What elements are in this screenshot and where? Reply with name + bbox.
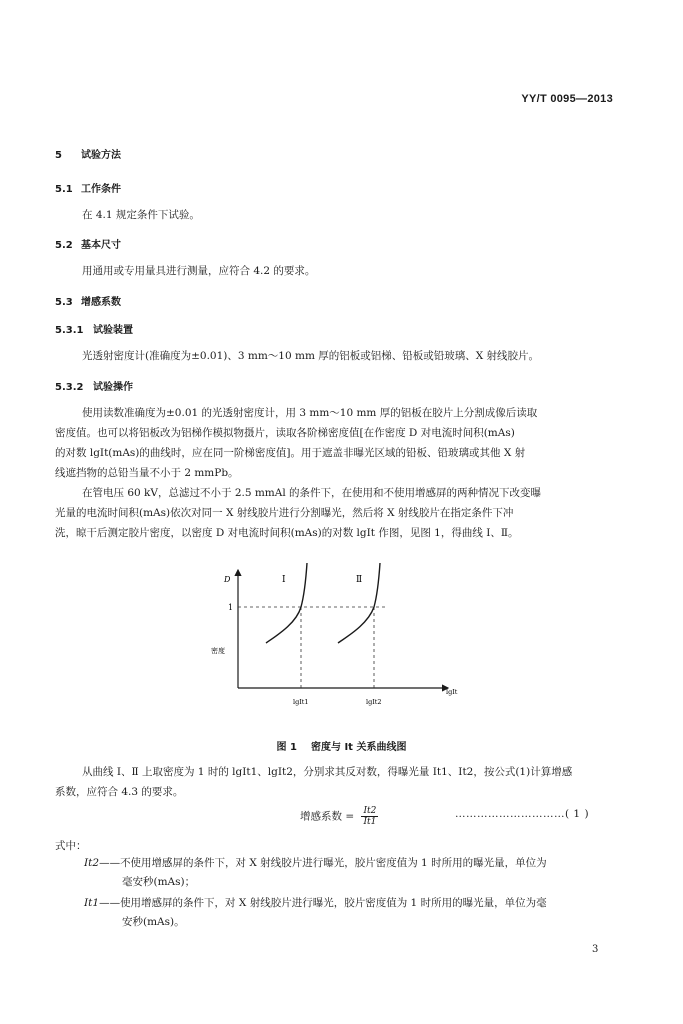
section-number: 5.3.1 — [55, 325, 84, 336]
page-number: 3 — [592, 944, 599, 955]
section-title: 试验操作 — [93, 382, 133, 393]
x-axis-label: lgIt — [446, 688, 458, 696]
paragraph-line: 线遮挡物的总铅当量不小于 2 mmPb。 — [55, 467, 239, 479]
section-number: 5.2 — [55, 240, 73, 251]
formula-fraction — [361, 806, 378, 827]
paragraph-line: 从曲线 Ⅰ、Ⅱ 上取密度为 1 时的 lgIt1、lgIt2，分别求其反对数，得曝光量 It1、It2，按公式(1)计算增感 — [82, 766, 573, 778]
paragraph-line: 使用读数准确度为±0.01 的光透射密度计，用 3 mm～10 mm 厚的铝板在胶片上分割成像后读取 — [82, 407, 538, 419]
x-tick-1: lgIt1 — [293, 698, 309, 706]
formula-denominator: It1 — [363, 817, 377, 827]
section-5-1-body: 在 4.1 规定条件下试验。 — [82, 209, 200, 221]
definition-item — [84, 894, 614, 932]
section-5-3-heading — [55, 293, 121, 308]
paragraph-line: 的对数 lgIt(mAs)的曲线时，应在同一阶梯密度值]。用于遮盖非曝光区域的铅板、铅玻璃或其他 X 射 — [55, 447, 526, 459]
paragraph-line: 密度值。也可以将铝板改为铝梯作模拟物摄片，读取各阶梯密度值[在作密度 D 对电流时间积(mAs) — [55, 427, 515, 439]
procedure-paragraph-1 — [55, 403, 612, 483]
paragraph-line: 系数，应符合 4.3 的要求。 — [55, 786, 184, 798]
definition-term: It1 — [84, 897, 100, 909]
y-axis-symbol: D — [224, 575, 231, 584]
definition-dash: —— — [99, 857, 121, 869]
y-tick-label: 1 — [228, 603, 234, 612]
document-code: YY/T 0095—2013 — [521, 93, 613, 105]
section-5-3-1-heading — [55, 321, 133, 336]
x-tick-2: lgIt2 — [366, 698, 382, 706]
formula-numerator: It2 — [363, 806, 377, 816]
definition-term: It2 — [84, 857, 100, 869]
section-5-1-heading — [55, 180, 121, 195]
section-title: 基本尺寸 — [81, 240, 121, 251]
definition-text: 使用增感屏的条件下，对 X 射线胶片进行曝光，胶片密度值为 1 时所用的曝光量，单位为毫 — [120, 897, 547, 909]
definition-text-continued: 安秒(mAs)。 — [122, 916, 185, 928]
section-5-heading — [55, 146, 121, 161]
section-5-2-heading — [55, 236, 121, 251]
paragraph-line: 洗，晾干后测定胶片密度，以密度 D 对电流时间积(mAs)的对数 lgIt 作图，见图 1，得曲线 Ⅰ、Ⅱ。 — [55, 527, 519, 539]
paragraph-line: 在管电压 60 kV，总滤过不小于 2.5 mmAl 的条件下，在使用和不使用增感屏的两种情况下改变曝 — [82, 487, 542, 499]
curve-2-label: Ⅱ — [356, 575, 363, 585]
result-paragraph — [55, 762, 612, 802]
figure-number: 图 1 — [276, 742, 297, 753]
formula-1 — [300, 806, 378, 827]
definition-text: 不使用增感屏的条件下，对 X 射线胶片进行曝光，胶片密度值为 1 时所用的曝光量，单位为 — [120, 857, 547, 869]
section-5-3-1-body: 光透射密度计(准确度为±0.01)、3 mm～10 mm 厚的铝板或铝梯、铅板或铅玻璃、X 射线胶片。 — [82, 350, 540, 362]
density-curve-figure — [200, 558, 480, 718]
y-axis-label: 密度 — [211, 647, 225, 655]
paragraph-line: 光量的电流时间积(mAs)依次对同一 X 射线胶片进行分割曝光，然后将 X 射线胶片在指定条件下冲 — [55, 507, 514, 519]
section-title: 增感系数 — [81, 297, 121, 308]
section-5-2-body: 用通用或专用量具进行测量，应符合 4.2 的要求。 — [82, 265, 316, 277]
definitions-intro: 式中： — [55, 840, 87, 852]
section-title: 工作条件 — [81, 184, 121, 195]
definition-text-continued: 毫安秒(mAs)； — [122, 876, 196, 888]
section-number: 5.1 — [55, 184, 73, 195]
section-number: 5 — [55, 150, 62, 161]
section-number: 5.3.2 — [55, 382, 84, 393]
figure-caption — [0, 738, 683, 753]
section-5-3-2-heading — [55, 378, 133, 393]
definition-dash: —— — [99, 897, 121, 909]
section-title: 试验装置 — [93, 325, 133, 336]
definition-item — [84, 854, 614, 892]
section-number: 5.3 — [55, 297, 73, 308]
formula-lhs: 增感系数 = — [300, 810, 355, 823]
curve-1-label: Ⅰ — [282, 575, 286, 585]
section-title: 试验方法 — [81, 150, 121, 161]
figure-title: 密度与 It 关系曲线图 — [310, 742, 407, 753]
formula-number: …………………………( 1 ) — [455, 808, 590, 820]
procedure-paragraph-2 — [55, 483, 612, 543]
